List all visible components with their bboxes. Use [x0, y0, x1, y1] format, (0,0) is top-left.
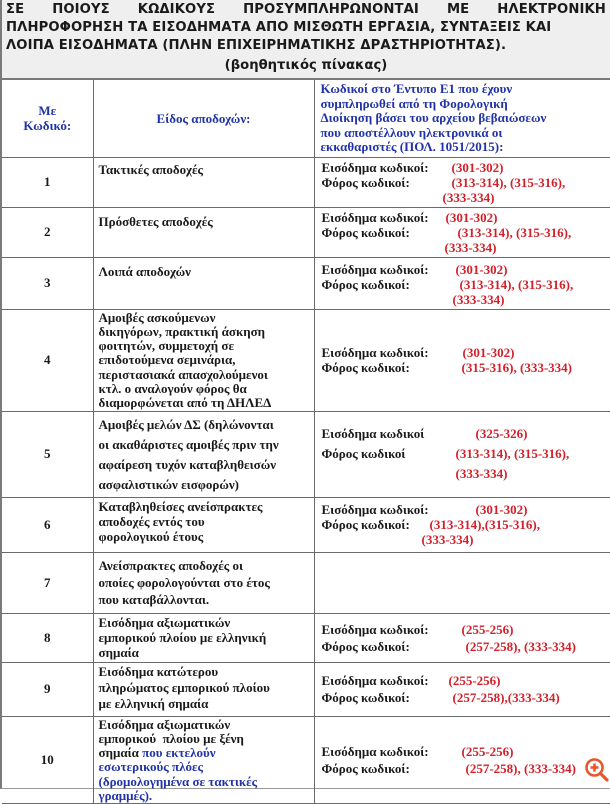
tax-label: Φόρος κωδικοί:: [321, 224, 410, 240]
kind-line: Λοιπά αποδοχών: [98, 263, 191, 279]
header-desc-line: Κωδικοί στο Έντυπο Ε1 που έχουν: [320, 81, 513, 96]
kind-line-highlight: γραμμές).: [98, 788, 153, 804]
title-word: ΜΕ: [446, 2, 470, 17]
income-codes-line: [322, 672, 609, 689]
row-codes: [314, 662, 610, 716]
kind-line: Εισόδημα αξιωματικών: [98, 716, 231, 732]
kind-line: Τακτικές αποδοχές: [98, 161, 204, 177]
row-codes: [314, 257, 610, 309]
row-codes: [314, 716, 610, 804]
row-number: 10: [2, 716, 93, 804]
table-header-row: [2, 80, 610, 157]
kind-line: [99, 746, 311, 760]
row-number: 4: [2, 309, 93, 411]
title-word: ΣΕ: [6, 2, 25, 17]
tax-label: Φόρος κωδικοί:: [321, 516, 410, 532]
tax-codes-continued: (333-334): [455, 466, 508, 482]
kind-text-highlight: που εκτελούν: [142, 745, 216, 761]
tax-codes-line: [322, 444, 609, 464]
kind-line: οι ακαθάριστες αμοιβές πριν την: [98, 436, 279, 452]
tax-label: Φόρος κωδικοί: [321, 446, 406, 462]
kind-text: σημαία: [98, 745, 143, 761]
tax-codes-continued: (333-334): [452, 291, 505, 307]
kind-line: φορολογικού έτους: [98, 528, 204, 544]
row-codes: [314, 411, 610, 497]
row-codes: [314, 309, 610, 411]
income-codes-line: [322, 345, 609, 360]
kind-line: ασφαλιστικών εισφορών): [98, 476, 239, 492]
tax-codes-line: [322, 175, 609, 190]
header-code-line2: Κωδικό:: [23, 118, 72, 134]
tax-codes-continued: (333-334): [421, 531, 474, 547]
income-label: Εισόδημα κωδικοί:: [321, 345, 429, 361]
income-label: Εισόδημα κωδικοί:: [321, 209, 429, 225]
tax-codes-line: [322, 760, 609, 777]
table-row: [2, 257, 610, 309]
income-label: Εισόδημα κωδικοί:: [321, 621, 429, 637]
table-row: [2, 497, 610, 552]
table-row: [2, 157, 610, 207]
title-word: ΚΩΔΙΚΟΥΣ: [137, 2, 216, 17]
row-kind: [93, 716, 314, 804]
kind-line: αφαίρεση τυχόν καταβληθεισών: [98, 456, 277, 472]
kind-line: εμπορικού πλοίου με ξένη: [98, 730, 244, 746]
row-number: 6: [2, 497, 93, 552]
kind-line: διαμορφώνεται από τη ΔΗΛΕΔ: [98, 395, 272, 411]
header-desc-line: Διοίκηση βάσει του αρχείου βεβαιώσεων: [320, 110, 547, 125]
income-label: Εισόδημα κωδικοί: [321, 426, 425, 442]
row-codes: [314, 157, 610, 207]
kind-line: Αμοιβές μελών ΔΣ (δηλώνονται: [98, 416, 274, 432]
title-word: ΠΟΙΟΥΣ: [52, 2, 110, 17]
income-codes: (255-256): [461, 621, 514, 637]
kind-line-highlight: εσωτερικούς πλόες: [98, 759, 204, 775]
tax-label: Φόρος κωδικοί:: [321, 276, 410, 292]
tax-label: Φόρος κωδικοί:: [321, 174, 410, 190]
kind-line: Αμοιβές ασκούμενων: [98, 309, 216, 325]
kind-line: που καταβάλλονται.: [98, 592, 210, 608]
row-number: 2: [2, 207, 93, 257]
row-number: 1: [2, 157, 93, 207]
row-kind: [93, 662, 314, 716]
tax-codes-line: [322, 689, 609, 706]
tax-codes: (313-314), (315-316),: [451, 174, 566, 190]
row-kind: [93, 257, 314, 309]
row-number: 3: [2, 257, 93, 309]
header-description: [314, 80, 610, 157]
tax-codes-line: [322, 638, 609, 655]
row-kind: [93, 411, 314, 497]
tax-codes: (257-258), (333-334): [465, 760, 576, 776]
income-label: Εισόδημα κωδικοί:: [321, 261, 429, 277]
tax-codes: (315-316), (333-334): [461, 360, 572, 376]
tax-codes: (313-314), (315-316),: [457, 224, 572, 240]
income-codes: (255-256): [461, 743, 514, 759]
income-codes-line: [322, 160, 609, 175]
kind-line: δικηγόρων, πρακτική άσκηση: [98, 323, 266, 339]
tax-codes-line: [322, 277, 609, 292]
tax-codes-continued: (333-334): [444, 239, 497, 255]
kind-line: με ελληνική σημαία: [98, 695, 209, 711]
income-codes: (301-302): [445, 209, 498, 225]
row-number: 8: [2, 613, 93, 662]
kind-line-highlight: (δρομολογημένα σε τακτικές: [98, 773, 258, 789]
kind-line: κτλ. ο αναλογούν φόρος θα: [98, 380, 247, 396]
row-codes: [314, 207, 610, 257]
row-codes-empty: [314, 552, 610, 613]
title-word: ΗΛΕΚΤΡΟΝΙΚΗ: [497, 2, 606, 17]
table-row: [2, 207, 610, 257]
income-codes: (301-302): [462, 345, 515, 361]
kind-line: αποδοχές εντός του: [98, 513, 205, 529]
row-kind: [93, 613, 314, 662]
income-codes: (301-302): [455, 261, 508, 277]
row-kind: [93, 552, 314, 613]
kind-line: οποίες φορολογούνται στο έτος: [98, 575, 270, 591]
row-kind: [93, 157, 314, 207]
income-codes: (255-256): [448, 673, 501, 689]
title-subtitle: (βοηθητικός πίνακας): [224, 58, 388, 73]
title-line-3: ΛΟΙΠΑ ΕΙΣΟΔΗΜΑΤΑ (ΠΛΗΝ ΕΠΙΧΕΙΡΗΜΑΤΙΚΗΣ ΔΡΑΣΤΗΡΙΟΤΗΤΑΣ).: [6, 38, 507, 53]
income-codes-line: [322, 262, 609, 277]
tax-codes: (313-314),(315-316),: [429, 516, 540, 532]
income-codes-line: [322, 502, 609, 517]
income-codes: (301-302): [475, 501, 528, 517]
title-line-1: [6, 1, 606, 19]
header-desc-line: εκκαθαριστές (ΠΟΛ. 1051/2015):: [320, 139, 504, 154]
row-number: 7: [2, 552, 93, 613]
kind-line: πληρώματος εμπορικού πλοίου: [98, 679, 270, 695]
tax-codes: (313-314), (315-316),: [455, 446, 570, 462]
tax-codes: (257-258), (333-334): [465, 638, 576, 654]
kind-line: Ανείσπρακτες αποδοχές οι: [98, 558, 244, 574]
kind-line: φοιτητών, συμμετοχή σε: [98, 338, 235, 354]
tax-label: Φόρος κωδικοί:: [321, 760, 410, 776]
income-codes: (325-326): [475, 426, 528, 442]
table-row: [2, 309, 610, 411]
kind-line: Καταβληθείσες ανείσπρακτες: [98, 498, 263, 514]
kind-line: Εισόδημα κατώτερου: [98, 663, 219, 679]
header-desc-line: συμπληρωθεί από τη Φορολογική: [320, 95, 508, 111]
kind-line: εμπορικού πλοίου με ελληνική: [98, 629, 267, 645]
zoom-in-icon[interactable]: [584, 757, 610, 783]
row-kind: [93, 207, 314, 257]
table-row: [2, 662, 610, 716]
row-number: 5: [2, 411, 93, 497]
income-codes-table: [2, 80, 610, 804]
title-word: ΠΡΟΣΥΜΠΛΗΡΩΝΟΝΤΑΙ: [243, 2, 419, 17]
header-desc-line: που αποστέλλουν ηλεκτρονικά οι: [320, 124, 503, 140]
document-title-block: [2, 0, 610, 80]
kind-line: σημαία: [98, 644, 139, 660]
income-codes-line: [322, 743, 609, 760]
income-label: Εισόδημα κωδικοί:: [321, 743, 429, 759]
header-kind: Είδος αποδοχών:: [93, 80, 314, 157]
tax-codes-line: [322, 360, 609, 375]
tax-label: Φόρος κωδικοί:: [321, 690, 410, 706]
tax-codes-continued: (333-334): [442, 189, 495, 205]
title-line-2: ΠΛΗΡΟΦΟΡΗΣΗ ΤΑ ΕΙΣΟΔΗΜΑΤΑ ΑΠΟ ΜΙΣΘΩΤΗ ΕΡΓΑΣΙΑ, ΣΥΝΤΑΞΕΙΣ ΚΑΙ: [6, 20, 552, 35]
kind-line: Εισόδημα αξιωματικών: [98, 614, 231, 630]
row-codes: [314, 613, 610, 662]
income-codes-line: [322, 621, 609, 638]
income-codes-line: [322, 210, 609, 225]
income-label: Εισόδημα κωδικοί:: [321, 501, 429, 517]
income-codes-line: [322, 424, 609, 444]
income-label: Εισόδημα κωδικοί:: [321, 673, 429, 689]
table-row: [2, 716, 610, 804]
tax-codes-line: [322, 225, 609, 240]
kind-line: περιστασιακά απασχολούμενοι: [98, 366, 268, 382]
tax-label: Φόρος κωδικοί:: [321, 360, 410, 376]
table-row: [2, 613, 610, 662]
tax-codes: (257-258),(333-334): [452, 690, 560, 706]
kind-line: Πρόσθετες αποδοχές: [98, 213, 213, 229]
tax-codes: (313-314), (315-316),: [459, 276, 574, 292]
tax-label: Φόρος κωδικοί:: [321, 638, 410, 654]
income-codes: (301-302): [451, 159, 504, 175]
row-number: 9: [2, 662, 93, 716]
kind-line: επιδοτούμενα σεμινάρια,: [98, 352, 236, 368]
tax-codes-line: [322, 517, 609, 532]
header-code-line1: Με: [38, 103, 57, 119]
table-row: [2, 411, 610, 497]
row-kind: [93, 309, 314, 411]
income-label: Εισόδημα κωδικοί:: [321, 159, 429, 175]
header-code: [2, 80, 93, 157]
row-codes: [314, 497, 610, 552]
row-kind: [93, 497, 314, 552]
table-row: [2, 552, 610, 613]
